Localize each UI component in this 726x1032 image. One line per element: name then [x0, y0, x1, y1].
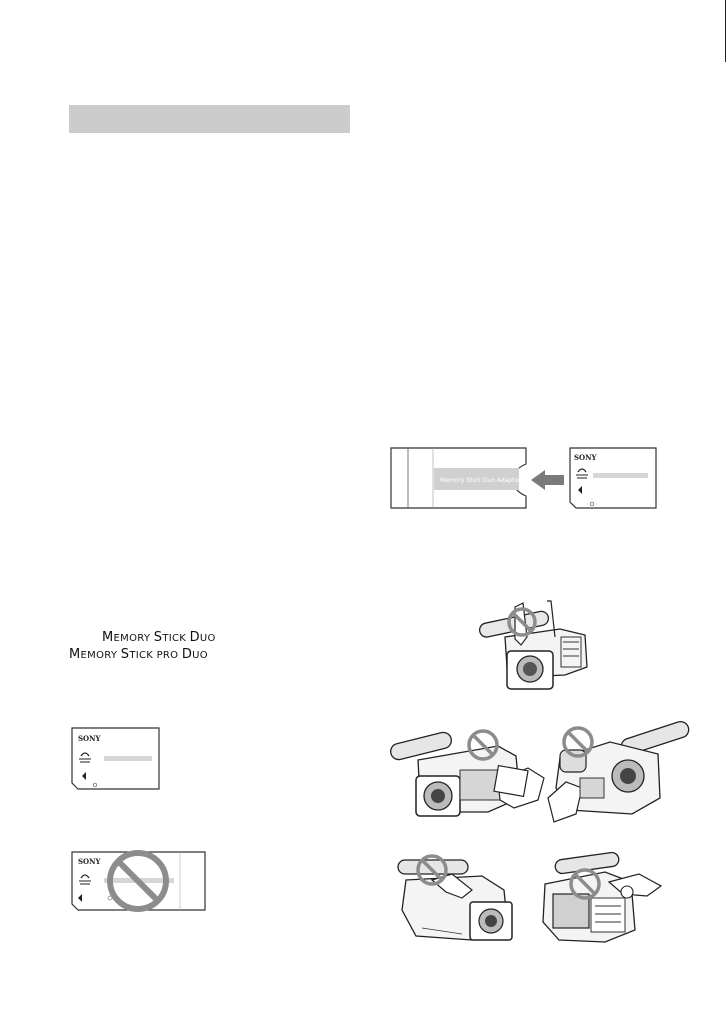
arrow-left-icon [531, 470, 564, 490]
card-brand: SONY [574, 453, 597, 462]
camcorder-grip-lcd-prohibited [388, 720, 548, 825]
memory-stick-standard-prohibited [70, 848, 208, 914]
memory-stick-pro-duo-label: MEMORY STICK PRO DUO [69, 647, 208, 662]
camcorder-grip-viewfinder-prohibited [540, 718, 695, 826]
adapter-label: Memory Stick Duo Adaptor [440, 477, 521, 484]
memory-stick-duo-card-ok [70, 726, 162, 792]
camcorder-grip-lcd-open-prohibited [535, 846, 670, 946]
memory-stick-duo-label: MEMORY STICK DUO [102, 630, 216, 645]
section-header-bar [69, 105, 350, 133]
memory-stick-duo-card [570, 448, 656, 508]
card-brand: SONY [78, 857, 101, 866]
camcorder-grip-mic-prohibited [475, 597, 595, 692]
adapter-insertion-illustration [388, 444, 663, 514]
camcorder-grip-lens-hood-prohibited [392, 850, 522, 945]
card-brand: SONY [78, 734, 101, 743]
